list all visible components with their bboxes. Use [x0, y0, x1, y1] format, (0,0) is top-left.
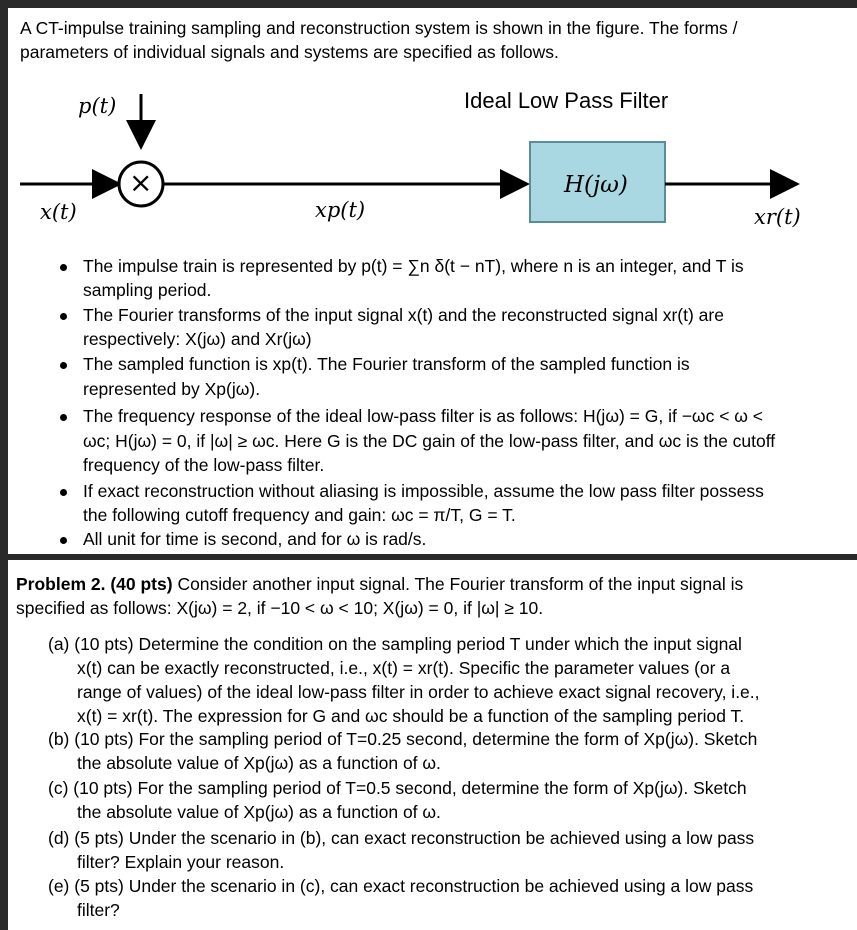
bullet-5-line-2: the following cutoff frequency and gain: ωc = π/T, G = T.	[83, 505, 516, 525]
intro-line-2: parameters of individual signals and systems are specified as follows.	[20, 42, 559, 62]
problem-heading: Problem 2. (40 pts)	[16, 574, 173, 594]
bullet-dot	[60, 313, 67, 320]
bullet-4-line-2: ωc; H(jω) = 0, if |ω| ≥ ωc. Here G is the DC gain of the low-pass filter, and ωc is the cutoff	[83, 431, 776, 451]
part-d-line-1: (d) (5 pts) Under the scenario in (b), can exact reconstruction be achieved using a low pass	[48, 828, 755, 848]
bullet-2-line-1: The Fourier transforms of the input signal x(t) and the reconstructed signal xr(t) are	[83, 305, 724, 325]
bullet-dot	[60, 264, 67, 271]
part-c-line-1: (c) (10 pts) For the sampling period of T=0.5 second, determine the form of Xp(jω). Sketch	[48, 778, 747, 798]
part-a-line-1: (a) (10 pts) Determine the condition on the sampling period T under which the input signal	[48, 634, 742, 654]
bullet-3-line-2: represented by Xp(jω).	[83, 379, 261, 399]
bullet-dot	[60, 489, 67, 496]
problem-statement-line-1	[16, 572, 743, 596]
bullet-6-line-1: All unit for time is second, and for ω is rad/s.	[83, 529, 427, 549]
problem-statement-text: Consider another input signal. The Fourier transform of the input signal is	[172, 574, 744, 594]
xp-label: xp(t)	[315, 198, 366, 222]
part-a-line-2: x(t) can be exactly reconstructed, i.e., x(t) = xr(t). Specific the parameter values (or a	[77, 658, 731, 678]
intro-line-1: A CT-impulse training sampling and reconstruction system is shown in the figure. The forms /	[20, 18, 738, 38]
bullet-dot	[60, 362, 67, 369]
part-b-line-1: (b) (10 pts) For the sampling period of T=0.25 second, determine the form of Xp(jω). Sketch	[48, 729, 758, 749]
system-description-panel	[8, 8, 857, 554]
bullet-dot	[60, 414, 67, 421]
part-c-line-2: the absolute value of Xp(jω) as a function of ω.	[77, 802, 441, 822]
part-e-line-2: filter?	[77, 900, 120, 920]
part-e-line-1: (e) (5 pts) Under the scenario in (c), can exact reconstruction be achieved using a low pass	[48, 876, 754, 896]
bullet-3-line-1: The sampled function is xp(t). The Fourier transform of the sampled function is	[83, 354, 690, 374]
multiply-icon: ×	[129, 166, 153, 199]
p-label: p(t)	[78, 94, 117, 118]
part-a-line-3: range of values) of the ideal low-pass filter in order to achieve exact signal recovery, i.e.,	[77, 682, 760, 702]
bullet-4-line-3: frequency of the low-pass filter.	[83, 455, 325, 475]
problem-statement-line-2: specified as follows: X(jω) = 2, if −10 < ω < 10; X(jω) = 0, if |ω| ≥ 10.	[16, 598, 544, 618]
bullet-4-line-1: The frequency response of the ideal low-pass filter is as follows: H(jω) = G, if −ωc < ω <	[83, 406, 764, 426]
xr-label: xr(t)	[754, 205, 801, 229]
bullet-2-line-2: respectively: X(jω) and Xr(jω)	[83, 329, 312, 349]
diagram-lines	[8, 86, 857, 236]
x-label: x(t)	[40, 200, 77, 224]
bullet-5-line-1: If exact reconstruction without aliasing is impossible, assume the low pass filter possess	[83, 481, 764, 501]
part-d-line-2: filter? Explain your reason.	[77, 852, 285, 872]
filter-title: Ideal Low Pass Filter	[464, 88, 669, 113]
part-a-line-4: x(t) = xr(t). The expression for G and ωc should be a function of the sampling period T.	[77, 706, 745, 726]
problem-panel	[8, 560, 857, 930]
bullet-1-line-1: The impulse train is represented by p(t) = ∑n δ(t − nT), where n is an integer, and T is	[83, 256, 744, 276]
bullet-1-line-2: sampling period.	[83, 280, 212, 300]
bullet-dot	[60, 537, 67, 544]
filter-label: H(jω)	[564, 172, 628, 198]
part-b-line-2: the absolute value of Xp(jω) as a function of ω.	[77, 753, 441, 773]
